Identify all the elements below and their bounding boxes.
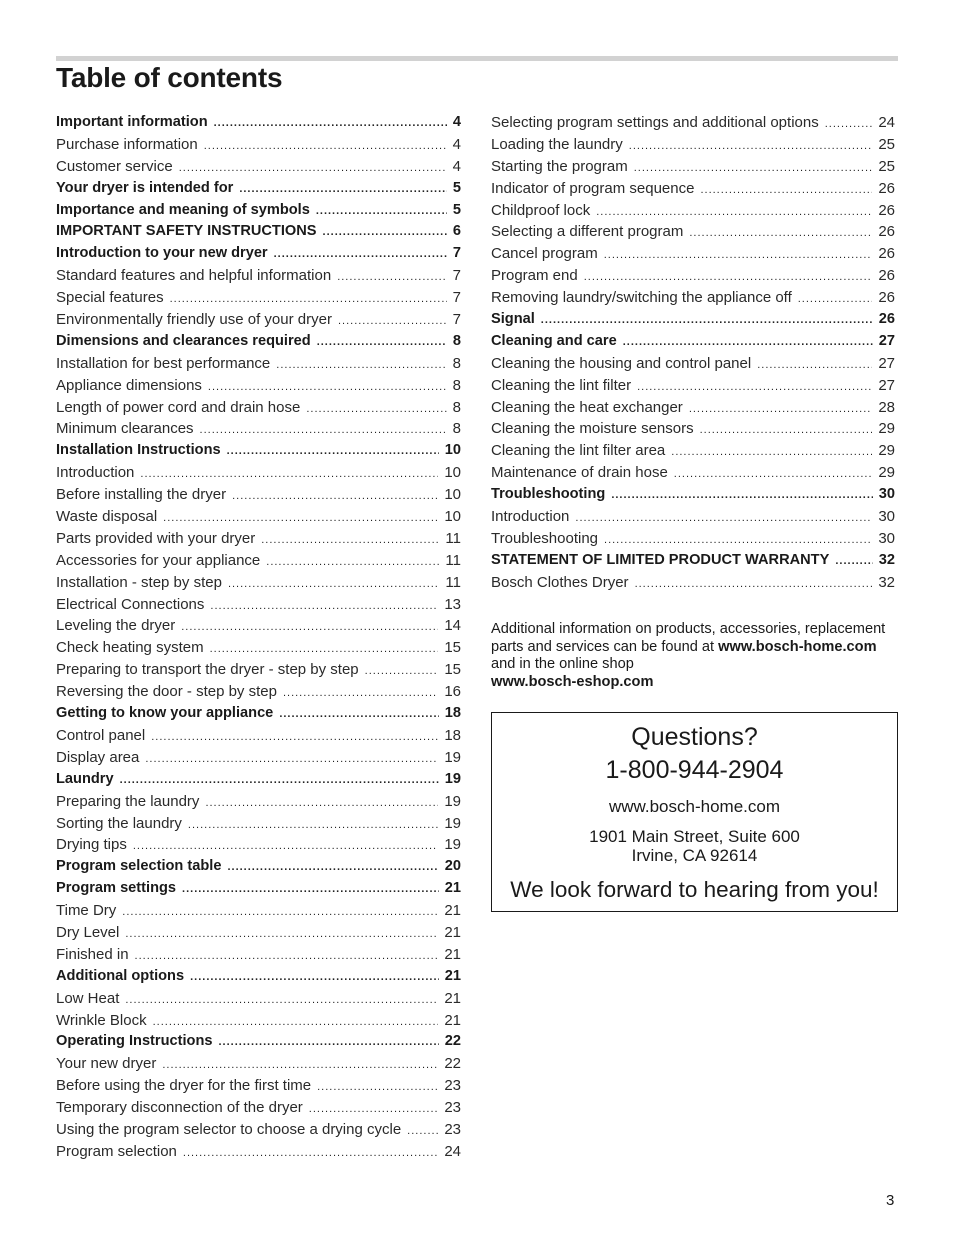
toc-entry[interactable] <box>56 202 461 224</box>
toc-entry-title: Special features <box>56 289 164 307</box>
toc-entry[interactable] <box>56 420 461 442</box>
toc-entry-page: 19 <box>444 792 461 810</box>
toc-entry[interactable] <box>56 946 461 968</box>
toc-entry-page: 26 <box>878 289 895 307</box>
toc-entry[interactable] <box>56 223 461 245</box>
toc-entry-page: 25 <box>878 135 895 153</box>
toc-entry[interactable] <box>56 1055 461 1077</box>
toc-entry-title: Cleaning the housing and control panel <box>491 354 752 372</box>
toc-entry-title: Maintenance of drain hose <box>491 464 668 482</box>
toc-dot-leader <box>700 424 873 436</box>
toc-entry-title: Starting the program <box>491 157 628 175</box>
toc-entry-title: Introduction <box>491 508 570 526</box>
toc-entry-page: 29 <box>878 464 895 482</box>
toc-dot-leader <box>188 819 438 831</box>
toc-entry-title: Indicator of program sequence <box>491 179 695 197</box>
toc-dot-leader <box>337 271 446 283</box>
note-intro: Additional information on products, accessories, replacement parts and services can be found at <box>491 621 886 655</box>
toc-entry[interactable] <box>491 377 895 399</box>
toc-entry-title: Signal <box>491 311 535 328</box>
toc-entry-page: 8 <box>452 420 461 438</box>
toc-entry-page: 7 <box>452 267 461 285</box>
toc-entry-title: Waste disposal <box>56 508 158 526</box>
toc-entry[interactable] <box>56 836 461 858</box>
toc-entry-title: Time Dry <box>56 902 117 920</box>
toc-entry[interactable] <box>491 486 895 508</box>
toc-entry[interactable] <box>56 902 461 924</box>
toc-entry[interactable] <box>56 1143 461 1165</box>
toc-entry[interactable] <box>56 749 461 771</box>
toc-entry-title: Low Heat <box>56 989 120 1007</box>
toc-dot-leader <box>190 971 439 983</box>
toc-dot-leader <box>276 359 446 371</box>
toc-entry[interactable] <box>56 311 461 333</box>
toc-entry-title: Temporary disconnection of the dryer <box>56 1099 303 1117</box>
toc-entry[interactable] <box>56 705 461 727</box>
toc-entry[interactable] <box>56 245 461 267</box>
toc-entry[interactable] <box>491 158 895 180</box>
toc-entry-page: 30 <box>878 529 895 547</box>
toc-entry-title: Importance and meaning of symbols <box>56 201 310 218</box>
toc-entry-page: 21 <box>444 945 461 963</box>
toc-entry-page: 29 <box>878 420 895 438</box>
note-site-link[interactable]: www.bosch-home.com <box>718 638 877 655</box>
toc-entry-title: Environmentally friendly use of your dryer <box>56 311 332 329</box>
toc-left-column <box>56 114 461 1165</box>
questions-closing: We look forward to hearing from you! <box>510 877 879 902</box>
toc-entry-page: 26 <box>878 311 895 328</box>
toc-entry[interactable] <box>56 924 461 946</box>
toc-entry[interactable] <box>491 202 895 224</box>
toc-entry-page: 24 <box>878 114 895 131</box>
toc-dot-leader <box>125 928 438 940</box>
toc-entry[interactable] <box>56 727 461 749</box>
toc-entry-title: Sorting the laundry <box>56 814 182 832</box>
toc-entry-page: 19 <box>444 836 461 854</box>
toc-dot-leader <box>596 206 872 218</box>
toc-entry-page: 10 <box>444 508 461 526</box>
toc-entry-title: Preparing to transport the dryer - step by step <box>56 661 359 679</box>
toc-entry-title: Leveling the dryer <box>56 617 176 635</box>
toc-entry-page: 8 <box>452 376 461 394</box>
toc-entry-page: 21 <box>444 880 461 897</box>
toc-dot-leader <box>145 753 438 765</box>
toc-entry-title: Installation for best performance <box>56 354 271 372</box>
toc-entry-title: IMPORTANT SAFETY INSTRUCTIONS <box>56 223 317 240</box>
toc-dot-leader <box>825 118 873 130</box>
toc-dot-leader <box>210 643 439 655</box>
toc-entry-title: Removing laundry/switching the appliance off <box>491 289 792 307</box>
toc-dot-leader <box>635 578 873 590</box>
toc-entry-title: Dry Level <box>56 923 120 941</box>
toc-entry[interactable] <box>56 180 461 202</box>
toc-entry-page: 14 <box>444 617 461 635</box>
toc-entry[interactable] <box>56 968 461 990</box>
note-mid: and in the online shop <box>491 656 634 672</box>
toc-entry-title: Cleaning and care <box>491 332 617 349</box>
toc-dot-leader <box>227 861 438 873</box>
toc-dot-leader <box>261 534 439 546</box>
toc-entry[interactable] <box>56 114 461 136</box>
toc-entry[interactable] <box>56 793 461 815</box>
toc-dot-leader <box>757 359 872 371</box>
toc-entry-page: 26 <box>878 223 895 241</box>
toc-entry-page: 26 <box>878 267 895 285</box>
toc-entry[interactable] <box>491 114 895 136</box>
toc-entry-page: 26 <box>878 201 895 219</box>
toc-dot-leader <box>317 336 447 348</box>
toc-dot-leader <box>798 293 873 305</box>
toc-entry-page: 19 <box>444 770 461 787</box>
toc-entry-page: 13 <box>444 595 461 613</box>
toc-dot-leader <box>135 950 439 962</box>
toc-dot-leader <box>634 162 873 174</box>
toc-entry-page: 19 <box>444 814 461 832</box>
toc-dot-leader <box>274 248 447 260</box>
toc-entry-title: Standard features and helpful information <box>56 267 332 285</box>
toc-entry-title: Finished in <box>56 945 129 963</box>
additional-info-note <box>491 621 891 691</box>
toc-entry-page: 25 <box>878 157 895 175</box>
toc-entry-page: 11 <box>445 573 461 591</box>
toc-entry[interactable] <box>491 245 895 267</box>
toc-dot-leader <box>575 512 872 524</box>
toc-dot-leader <box>323 226 447 238</box>
toc-dot-leader <box>163 512 438 524</box>
toc-entry-title: Appliance dimensions <box>56 376 202 394</box>
questions-address <box>492 828 897 865</box>
toc-entry[interactable] <box>56 683 461 705</box>
toc-entry-page: 4 <box>452 114 461 130</box>
toc-entry-title: Cleaning the lint filter area <box>491 442 666 460</box>
toc-dot-leader <box>604 534 872 546</box>
toc-entry-page: 8 <box>452 398 461 416</box>
toc-entry-title: Minimum clearances <box>56 420 194 438</box>
toc-entry-page: 32 <box>878 551 895 568</box>
toc-dot-leader <box>205 797 438 809</box>
toc-dot-leader <box>125 994 438 1006</box>
toc-dot-leader <box>239 183 447 195</box>
toc-entry-title: Check heating system <box>56 639 204 657</box>
toc-entry-title: Length of power cord and drain hose <box>56 398 301 416</box>
toc-entry-title: Accessories for your appliance <box>56 551 261 569</box>
toc-entry[interactable] <box>56 596 461 618</box>
toc-entry-page: 18 <box>444 705 461 722</box>
toc-dot-leader <box>316 205 447 217</box>
toc-entry-title: Childproof lock <box>491 201 591 219</box>
toc-entry-page: 11 <box>445 551 461 569</box>
toc-entry[interactable] <box>491 442 895 464</box>
toc-dot-leader <box>604 249 873 261</box>
toc-entry[interactable] <box>491 180 895 202</box>
toc-entry[interactable] <box>56 639 461 661</box>
toc-entry-page: 30 <box>878 486 895 503</box>
toc-entry-page: 4 <box>452 157 461 175</box>
toc-entry[interactable] <box>491 267 895 289</box>
toc-entry[interactable] <box>491 333 895 355</box>
toc-entry[interactable] <box>56 1033 461 1055</box>
toc-dot-leader <box>266 556 439 568</box>
toc-dot-leader <box>637 381 872 393</box>
toc-entry-page: 32 <box>878 573 895 591</box>
toc-dot-leader <box>835 555 872 567</box>
toc-dot-leader <box>200 424 447 436</box>
toc-dot-leader <box>279 708 438 720</box>
toc-entry-title: Loading the laundry <box>491 135 623 153</box>
toc-dot-leader <box>611 489 872 501</box>
toc-entry-title: Preparing the laundry <box>56 792 200 810</box>
toc-dot-leader <box>317 1081 438 1093</box>
toc-entry-page: 18 <box>444 726 461 744</box>
toc-entry-title: Troubleshooting <box>491 529 599 547</box>
toc-entry-title: Drying tips <box>56 836 127 854</box>
toc-entry[interactable] <box>491 289 895 311</box>
toc-entry-title: Parts provided with your dryer <box>56 529 256 547</box>
toc-entry[interactable] <box>56 399 461 421</box>
toc-entry-page: 27 <box>878 332 895 349</box>
toc-entry-page: 23 <box>444 1077 461 1095</box>
toc-entry-page: 6 <box>452 223 461 240</box>
toc-dot-leader <box>338 315 447 327</box>
toc-entry[interactable] <box>56 990 461 1012</box>
toc-entry-page: 8 <box>452 354 461 372</box>
toc-entry[interactable] <box>56 1077 461 1099</box>
toc-right-column <box>491 114 895 596</box>
toc-entry-title: Cleaning the moisture sensors <box>491 420 694 438</box>
toc-dot-leader <box>365 665 439 677</box>
toc-entry-title: Your dryer is intended for <box>56 179 234 196</box>
toc-entry-title: Control panel <box>56 726 146 744</box>
toc-entry-title: Program selection <box>56 1142 177 1160</box>
toc-entry-page: 15 <box>444 639 461 657</box>
toc-entry[interactable] <box>491 399 895 421</box>
toc-entry-page: 21 <box>444 1011 461 1029</box>
toc-entry-page: 23 <box>444 1120 461 1138</box>
toc-entry-page: 27 <box>878 376 895 394</box>
toc-entry[interactable] <box>56 661 461 683</box>
toc-entry-page: 7 <box>452 245 461 262</box>
toc-entry[interactable] <box>491 355 895 377</box>
toc-dot-leader <box>306 403 446 415</box>
toc-entry-page: 5 <box>452 201 461 218</box>
questions-box <box>491 712 898 912</box>
toc-entry-title: Selecting a different program <box>491 223 684 241</box>
toc-dot-leader <box>674 468 873 480</box>
toc-entry-page: 7 <box>452 311 461 329</box>
toc-entry-title: Troubleshooting <box>491 486 606 503</box>
toc-dot-leader <box>700 184 872 196</box>
toc-entry[interactable] <box>56 858 461 880</box>
toc-entry-page: 21 <box>444 989 461 1007</box>
toc-entry-title: Cleaning the heat exchanger <box>491 398 683 416</box>
toc-dot-leader <box>219 1036 439 1048</box>
toc-entry-page: 4 <box>452 135 461 153</box>
toc-dot-leader <box>153 1016 439 1028</box>
toc-entry[interactable] <box>56 1121 461 1143</box>
toc-dot-leader <box>671 446 872 458</box>
note-shop-link[interactable]: www.bosch-eshop.com <box>491 673 654 690</box>
toc-entry[interactable] <box>491 464 895 486</box>
page-title: Table of contents <box>56 62 283 93</box>
toc-dot-leader <box>181 621 438 633</box>
toc-entry[interactable] <box>491 223 895 245</box>
toc-entry-page: 15 <box>444 661 461 679</box>
toc-entry-title: Wrinkle Block <box>56 1011 147 1029</box>
toc-dot-leader <box>122 906 438 918</box>
questions-website: www.bosch-home.com <box>608 797 780 816</box>
toc-entry[interactable] <box>56 377 461 399</box>
toc-entry-title: Introduction to your new dryer <box>56 245 268 262</box>
toc-entry-page: 26 <box>878 179 895 197</box>
toc-entry[interactable] <box>491 530 895 552</box>
toc-dot-leader <box>689 403 873 415</box>
toc-entry-title: Installation Instructions <box>56 442 221 459</box>
toc-dot-leader <box>629 140 873 152</box>
toc-entry-page: 10 <box>444 442 461 459</box>
toc-entry-title: Introduction <box>56 464 135 482</box>
toc-entry-title: Before using the dryer for the first time <box>56 1077 312 1095</box>
toc-entry[interactable] <box>491 136 895 158</box>
toc-dot-leader <box>407 1125 438 1137</box>
toc-entry-page: 21 <box>444 967 461 984</box>
toc-entry-page: 11 <box>445 529 461 547</box>
toc-entry-title: Dimensions and clearances required <box>56 332 311 349</box>
toc-entry-title: Before installing the dryer <box>56 486 227 504</box>
toc-entry-title: Program end <box>491 267 578 285</box>
toc-dot-leader <box>584 271 873 283</box>
toc-entry-page: 28 <box>878 398 895 416</box>
toc-dot-leader <box>120 774 439 786</box>
toc-dot-leader <box>227 445 439 457</box>
address-line-1: 1901 Main Street, Suite 600 <box>589 827 800 846</box>
toc-entry[interactable] <box>56 617 461 639</box>
toc-dot-leader <box>179 162 447 174</box>
toc-dot-leader <box>170 293 447 305</box>
toc-entry-page: 21 <box>444 923 461 941</box>
top-rule <box>56 56 898 61</box>
toc-entry-page: 29 <box>878 442 895 460</box>
toc-dot-leader <box>623 336 873 348</box>
toc-entry[interactable] <box>491 552 895 574</box>
toc-entry-title: Using the program selector to choose a drying cycle <box>56 1120 402 1138</box>
toc-entry-title: Electrical Connections <box>56 595 205 613</box>
toc-entry[interactable] <box>491 574 895 596</box>
toc-entry-title: Cancel program <box>491 245 598 263</box>
toc-entry-page: 27 <box>878 354 895 372</box>
toc-entry[interactable] <box>56 1012 461 1034</box>
toc-dot-leader <box>140 468 438 480</box>
toc-entry-title: Additional options <box>56 967 185 984</box>
toc-entry[interactable] <box>56 508 461 530</box>
toc-entry[interactable] <box>56 355 461 377</box>
toc-dot-leader <box>232 490 438 502</box>
toc-entry[interactable] <box>56 136 461 158</box>
toc-entry[interactable] <box>56 333 461 355</box>
toc-entry[interactable] <box>56 574 461 596</box>
toc-entry[interactable] <box>491 420 895 442</box>
toc-entry-page: 19 <box>444 748 461 766</box>
toc-dot-leader <box>133 840 438 852</box>
toc-entry[interactable] <box>56 289 461 311</box>
toc-dot-leader <box>214 117 447 129</box>
toc-dot-leader <box>210 600 438 612</box>
toc-entry-title: Selecting program settings and additional options <box>491 114 819 131</box>
toc-entry-page: 20 <box>444 858 461 875</box>
toc-dot-leader <box>283 687 438 699</box>
questions-phone: 1-800-944-2904 <box>605 756 784 784</box>
toc-entry[interactable] <box>56 442 461 464</box>
toc-entry-title: Purchase information <box>56 135 198 153</box>
toc-entry-title: Program selection table <box>56 858 222 875</box>
toc-entry-title: Laundry <box>56 770 114 787</box>
toc-dot-leader <box>541 314 873 326</box>
toc-dot-leader <box>151 731 438 743</box>
toc-entry[interactable] <box>491 508 895 530</box>
toc-entry-page: 22 <box>444 1055 461 1073</box>
toc-entry-title: Display area <box>56 748 140 766</box>
toc-entry[interactable] <box>56 552 461 574</box>
toc-entry[interactable] <box>56 771 461 793</box>
toc-entry-title: Cleaning the lint filter <box>491 376 632 394</box>
toc-entry-page: 24 <box>444 1142 461 1160</box>
toc-entry[interactable] <box>56 486 461 508</box>
page-number: 3 <box>886 1192 895 1209</box>
toc-entry[interactable] <box>56 880 461 902</box>
toc-entry[interactable] <box>56 158 461 180</box>
toc-dot-leader <box>204 140 447 152</box>
toc-entry-title: Reversing the door - step by step <box>56 683 277 701</box>
toc-entry-page: 23 <box>444 1099 461 1117</box>
toc-entry-title: Important information <box>56 114 208 130</box>
toc-dot-leader <box>182 883 439 895</box>
toc-entry-page: 10 <box>444 464 461 482</box>
toc-entry-page: 10 <box>444 486 461 504</box>
toc-entry-page: 22 <box>444 1033 461 1050</box>
toc-entry-page: 16 <box>444 683 461 701</box>
toc-entry-title: Customer service <box>56 157 173 175</box>
toc-entry-page: 5 <box>452 179 461 196</box>
address-line-2: Irvine, CA 92614 <box>631 845 758 865</box>
toc-entry-title: Getting to know your appliance <box>56 705 274 722</box>
questions-heading: Questions? <box>631 723 758 751</box>
toc-entry-title: Your new dryer <box>56 1055 157 1073</box>
toc-entry-page: 21 <box>444 902 461 920</box>
toc-dot-leader <box>309 1103 439 1115</box>
toc-dot-leader <box>689 227 872 239</box>
toc-dot-leader <box>208 381 447 393</box>
toc-entry[interactable] <box>56 1099 461 1121</box>
toc-entry-page: 26 <box>878 245 895 263</box>
toc-dot-leader <box>183 1147 438 1159</box>
toc-entry[interactable] <box>56 267 461 289</box>
toc-entry[interactable] <box>56 464 461 486</box>
toc-dot-leader <box>162 1059 438 1071</box>
toc-entry[interactable] <box>56 530 461 552</box>
toc-entry-title: Installation - step by step <box>56 573 222 591</box>
toc-entry-title: Operating Instructions <box>56 1033 213 1050</box>
toc-entry-title: STATEMENT OF LIMITED PRODUCT WARRANTY <box>491 551 830 568</box>
toc-entry[interactable] <box>56 815 461 837</box>
toc-dot-leader <box>228 578 439 590</box>
toc-entry-title: Bosch Clothes Dryer <box>491 573 629 591</box>
toc-entry-page: 7 <box>452 289 461 307</box>
toc-entry-title: Program settings <box>56 880 177 897</box>
toc-entry-page: 30 <box>878 508 895 526</box>
toc-entry-page: 8 <box>452 332 461 349</box>
toc-entry[interactable] <box>491 311 895 333</box>
